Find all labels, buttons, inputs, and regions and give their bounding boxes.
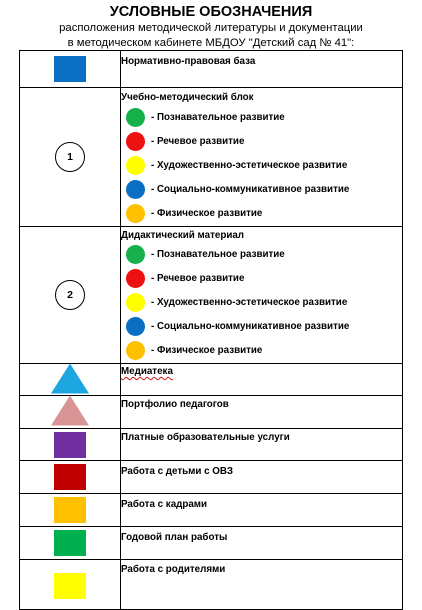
purple-square-icon bbox=[54, 432, 86, 458]
label-cell bbox=[121, 51, 403, 88]
yellow-circle-icon bbox=[126, 293, 145, 312]
number-1-circle-icon: 1 bbox=[55, 142, 85, 172]
light-blue-triangle-icon bbox=[51, 363, 89, 393]
list-item-label: - Познавательное развитие bbox=[151, 249, 285, 260]
label-cell bbox=[121, 364, 403, 396]
legend-label-normative: Нормативно-правовая база bbox=[121, 56, 256, 67]
legend-row-mediateka bbox=[20, 364, 403, 396]
blue-circle-icon bbox=[126, 180, 145, 199]
orange-square-icon bbox=[54, 497, 86, 523]
symbol-cell bbox=[20, 461, 121, 494]
red-circle-icon bbox=[126, 269, 145, 288]
list-item bbox=[121, 243, 402, 267]
symbol-cell bbox=[20, 88, 121, 227]
label-cell bbox=[121, 527, 403, 560]
label-cell bbox=[121, 396, 403, 429]
list-item-label: - Художественно-эстетическое развитие bbox=[151, 160, 348, 171]
list-item-label: - Физическое развитие bbox=[151, 345, 263, 356]
yellow-square-icon bbox=[54, 573, 86, 599]
yellow-circle-icon bbox=[126, 156, 145, 175]
legend-row-block-2 bbox=[20, 227, 403, 364]
list-item bbox=[121, 315, 402, 339]
legend-label-paid-services: Платные образовательные услуги bbox=[121, 432, 290, 443]
page-title: УСЛОВНЫЕ ОБОЗНАЧЕНИЯ bbox=[109, 4, 313, 20]
list-item bbox=[121, 202, 402, 226]
label-cell bbox=[121, 88, 403, 227]
legend-label-annual-plan: Годовой план работы bbox=[121, 532, 228, 543]
list-item bbox=[121, 154, 402, 178]
label-cell bbox=[121, 461, 403, 494]
symbol-cell bbox=[20, 494, 121, 527]
legend-row-annual-plan bbox=[20, 527, 403, 560]
symbol-cell bbox=[20, 527, 121, 560]
legend-row-normative bbox=[20, 51, 403, 88]
legend-row-portfolio bbox=[20, 396, 403, 429]
legend-row-parents bbox=[20, 560, 403, 610]
subtitle-line-2: в методическом кабинете МБДОУ "Детский сад № 41": bbox=[67, 37, 355, 49]
legend-label-mediateka: Медиатека bbox=[121, 366, 173, 377]
legend-row-paid-services bbox=[20, 429, 403, 461]
block-1-title: Учебно-методический блок bbox=[121, 92, 254, 103]
label-cell bbox=[121, 429, 403, 461]
symbol-cell bbox=[20, 560, 121, 610]
blue-circle-icon bbox=[126, 317, 145, 336]
list-item-label: - Социально-коммуникативное развитие bbox=[151, 184, 350, 195]
legend-table bbox=[19, 50, 403, 610]
list-item bbox=[121, 106, 402, 130]
orange-circle-icon bbox=[126, 341, 145, 360]
pink-triangle-icon bbox=[51, 396, 89, 426]
legend-row-block-1 bbox=[20, 88, 403, 227]
legend-row-ovz bbox=[20, 461, 403, 494]
legend-label-ovz: Работа с детьми с ОВЗ bbox=[121, 466, 234, 477]
label-cell bbox=[121, 560, 403, 610]
red-circle-icon bbox=[126, 132, 145, 151]
list-item bbox=[121, 291, 402, 315]
list-item-label: - Социально-коммуникативное развитие bbox=[151, 321, 350, 332]
label-cell bbox=[121, 494, 403, 527]
block-2-title: Дидактический материал bbox=[121, 230, 245, 241]
list-item-label: - Речевое развитие bbox=[151, 136, 245, 147]
symbol-cell bbox=[20, 227, 121, 364]
number-2-circle-icon: 2 bbox=[55, 280, 85, 310]
list-item bbox=[121, 178, 402, 202]
label-cell bbox=[121, 227, 403, 364]
dark-red-square-icon bbox=[54, 464, 86, 490]
list-item bbox=[121, 267, 402, 291]
orange-circle-icon bbox=[126, 204, 145, 223]
list-item-label: - Художественно-эстетическое развитие bbox=[151, 297, 348, 308]
symbol-cell bbox=[20, 51, 121, 88]
green-circle-icon bbox=[126, 245, 145, 264]
symbol-cell bbox=[20, 396, 121, 429]
symbol-cell bbox=[20, 429, 121, 461]
legend-label-portfolio: Портфолио педагогов bbox=[121, 399, 229, 410]
green-square-icon bbox=[54, 530, 86, 556]
blue-square-icon bbox=[54, 56, 86, 82]
legend-label-cadres: Работа с кадрами bbox=[121, 499, 208, 510]
list-item bbox=[121, 130, 402, 154]
legend-label-parents: Работа с родителями bbox=[121, 564, 226, 575]
list-item-label: - Физическое развитие bbox=[151, 208, 263, 219]
list-item bbox=[121, 339, 402, 363]
green-circle-icon bbox=[126, 108, 145, 127]
list-item-label: - Речевое развитие bbox=[151, 273, 245, 284]
subtitle-line-1: расположения методической литературы и документации bbox=[59, 22, 363, 34]
list-item-label: - Познавательное развитие bbox=[151, 112, 285, 123]
legend-row-cadres bbox=[20, 494, 403, 527]
symbol-cell bbox=[20, 364, 121, 396]
